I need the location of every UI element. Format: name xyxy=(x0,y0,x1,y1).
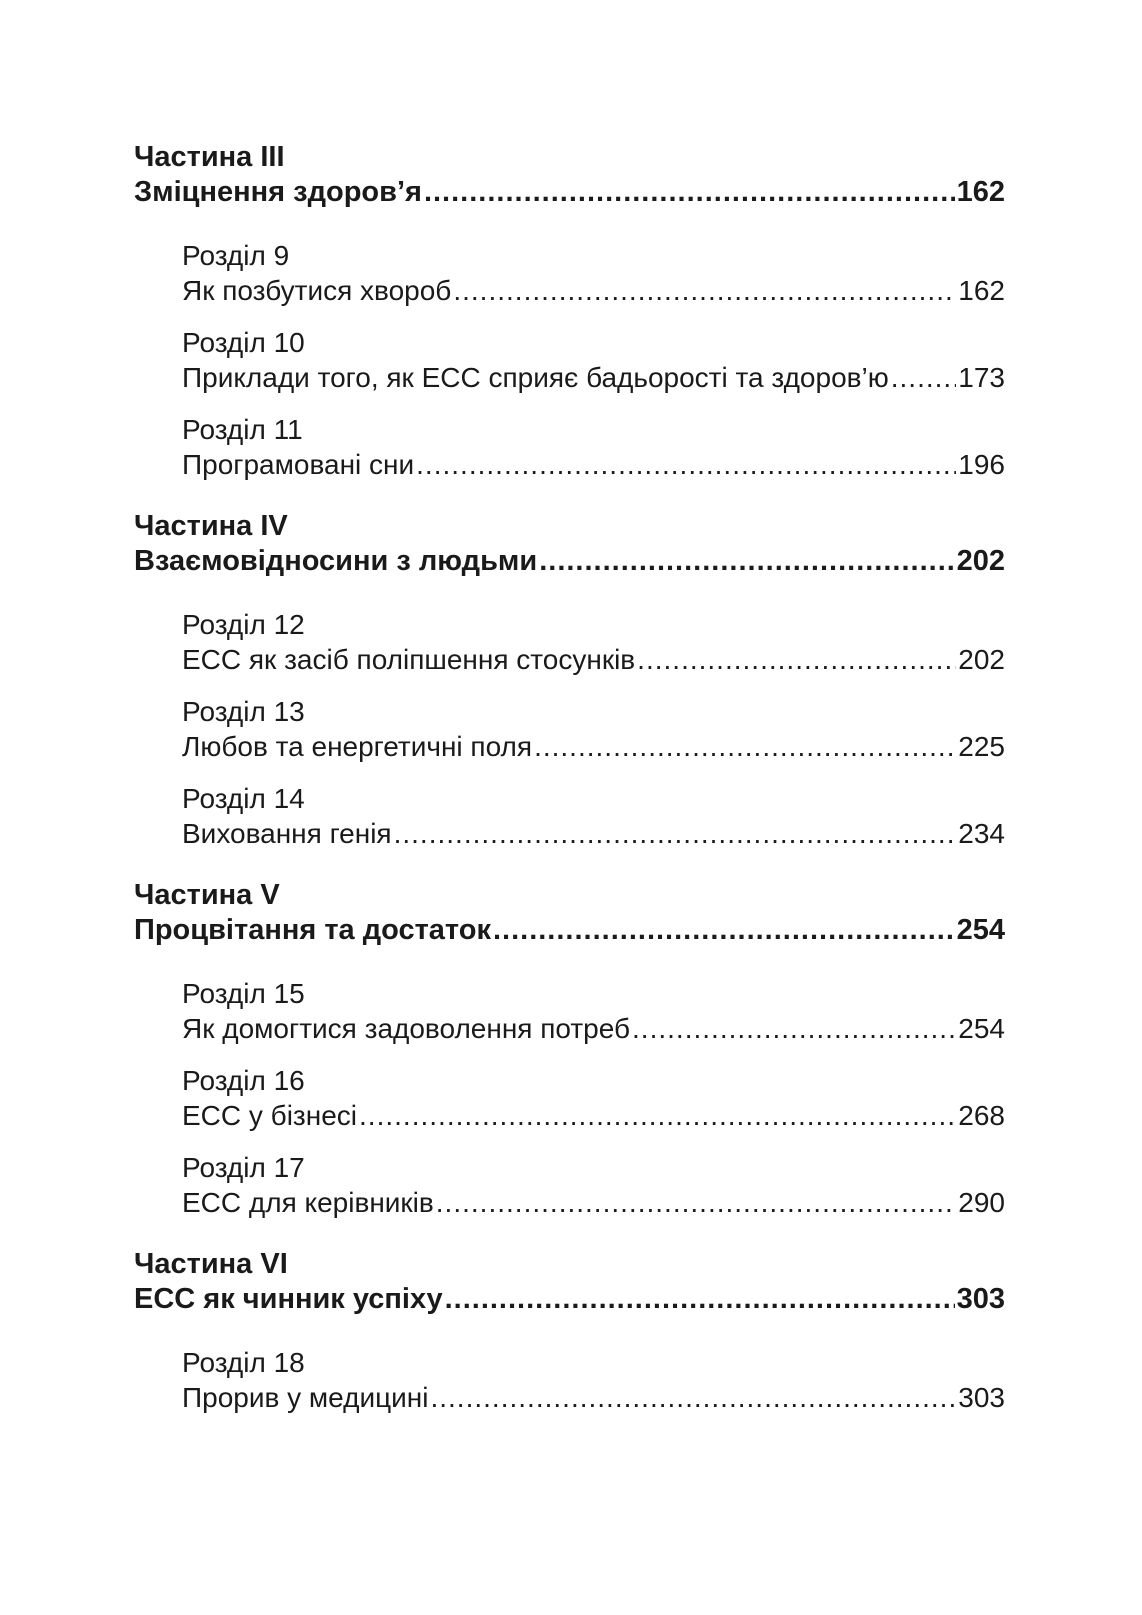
leader-dots xyxy=(493,913,955,948)
leader-dots xyxy=(534,729,956,764)
chapter-list xyxy=(182,238,1005,482)
leader-dots xyxy=(539,544,954,579)
chapter-title: ЕСС для керівників xyxy=(182,1187,434,1218)
chapter-title: Приклади того, як ЕСС сприяє бадьорості та здоров’ю xyxy=(182,362,889,393)
part-page-number: 202 xyxy=(956,545,1005,577)
chapter-title: ЕСС як засіб поліпшення стосунків xyxy=(182,644,636,675)
part-page-number: 254 xyxy=(956,914,1005,946)
part-label: Частина IV xyxy=(134,510,288,542)
toc-chapter xyxy=(182,1063,1005,1133)
chapter-page-number: 254 xyxy=(958,1013,1005,1044)
part-entry-row[interactable] xyxy=(134,544,1005,579)
chapter-title: ЕСС у бізнесі xyxy=(182,1100,358,1131)
part-entry-row[interactable] xyxy=(134,1282,1005,1317)
chapter-title: Як позбутися хвороб xyxy=(182,275,452,306)
toc-chapter xyxy=(182,238,1005,308)
part-title: Зміцнення здоров’я xyxy=(134,176,422,208)
chapter-entry-row[interactable] xyxy=(182,1098,1005,1133)
chapter-label: Розділ 11 xyxy=(182,414,303,445)
leader-dots xyxy=(436,1185,957,1220)
chapter-title: Як домогтися задоволення потреб xyxy=(182,1013,631,1044)
toc-chapter xyxy=(182,694,1005,764)
chapter-label: Розділ 9 xyxy=(182,240,290,271)
toc-part xyxy=(134,140,1005,482)
chapter-entry-row[interactable] xyxy=(182,273,1005,308)
leader-dots xyxy=(424,175,955,210)
table-of-contents xyxy=(134,140,1005,1432)
toc-chapter xyxy=(182,607,1005,677)
chapter-page-number: 225 xyxy=(958,731,1005,762)
chapter-entry-row[interactable] xyxy=(182,729,1005,764)
leader-dots xyxy=(445,1282,955,1317)
chapter-page-number: 202 xyxy=(958,644,1005,675)
chapter-title: Програмовані сни xyxy=(182,449,415,480)
chapter-label: Розділ 10 xyxy=(182,327,305,358)
part-page-number: 162 xyxy=(956,176,1005,208)
chapter-label: Розділ 18 xyxy=(182,1347,305,1378)
part-spacer xyxy=(134,868,1005,878)
leader-dots xyxy=(359,1098,956,1133)
chapter-entry-row[interactable] xyxy=(182,360,1005,395)
part-label: Частина III xyxy=(134,141,285,173)
part-title: Процвітання та достаток xyxy=(134,914,491,946)
part-entry-row[interactable] xyxy=(134,913,1005,948)
chapter-entry-row[interactable] xyxy=(182,816,1005,851)
leader-dots xyxy=(453,273,956,308)
chapter-label: Розділ 13 xyxy=(182,696,305,727)
chapter-title: Любов та енергетичні поля xyxy=(182,731,533,762)
chapter-label: Розділ 15 xyxy=(182,978,305,1009)
chapter-title: Виховання генія xyxy=(182,818,392,849)
chapter-list xyxy=(182,1345,1005,1415)
chapter-title: Прорив у медицині xyxy=(182,1382,429,1413)
chapter-entry-row[interactable] xyxy=(182,642,1005,677)
chapter-page-number: 303 xyxy=(958,1382,1005,1413)
chapter-entry-row[interactable] xyxy=(182,1185,1005,1220)
leader-dots xyxy=(394,816,957,851)
part-title: ЕСС як чинник успіху xyxy=(134,1283,443,1315)
toc-chapter xyxy=(182,1150,1005,1220)
chapter-page-number: 173 xyxy=(958,362,1005,393)
toc-part xyxy=(134,878,1005,1220)
part-label: Частина VI xyxy=(134,1248,288,1280)
chapter-page-number: 234 xyxy=(958,818,1005,849)
toc-chapter xyxy=(182,976,1005,1046)
toc-chapter xyxy=(182,1345,1005,1415)
chapter-list xyxy=(182,976,1005,1220)
chapter-page-number: 162 xyxy=(958,275,1005,306)
chapter-label: Розділ 16 xyxy=(182,1065,305,1096)
toc-chapter xyxy=(182,325,1005,395)
part-entry-row[interactable] xyxy=(134,175,1005,210)
leader-dots xyxy=(637,642,956,677)
part-spacer xyxy=(134,1237,1005,1247)
leader-dots xyxy=(891,360,957,395)
leader-dots xyxy=(416,447,956,482)
part-title: Взаємовідносини з людьми xyxy=(134,545,538,577)
chapter-entry-row[interactable] xyxy=(182,1011,1005,1046)
chapter-page-number: 290 xyxy=(958,1187,1005,1218)
toc-part xyxy=(134,1247,1005,1415)
part-spacer xyxy=(134,499,1005,509)
chapter-page-number: 268 xyxy=(958,1100,1005,1131)
chapter-label: Розділ 12 xyxy=(182,609,305,640)
chapter-entry-row[interactable] xyxy=(182,1380,1005,1415)
part-label: Частина V xyxy=(134,879,280,911)
chapter-label: Розділ 17 xyxy=(182,1152,305,1183)
toc-part xyxy=(134,509,1005,851)
leader-dots xyxy=(632,1011,956,1046)
chapter-label: Розділ 14 xyxy=(182,783,305,814)
chapter-entry-row[interactable] xyxy=(182,447,1005,482)
part-page-number: 303 xyxy=(956,1283,1005,1315)
toc-chapter xyxy=(182,781,1005,851)
leader-dots xyxy=(430,1380,956,1415)
chapter-page-number: 196 xyxy=(958,449,1005,480)
chapter-list xyxy=(182,607,1005,851)
toc-chapter xyxy=(182,412,1005,482)
